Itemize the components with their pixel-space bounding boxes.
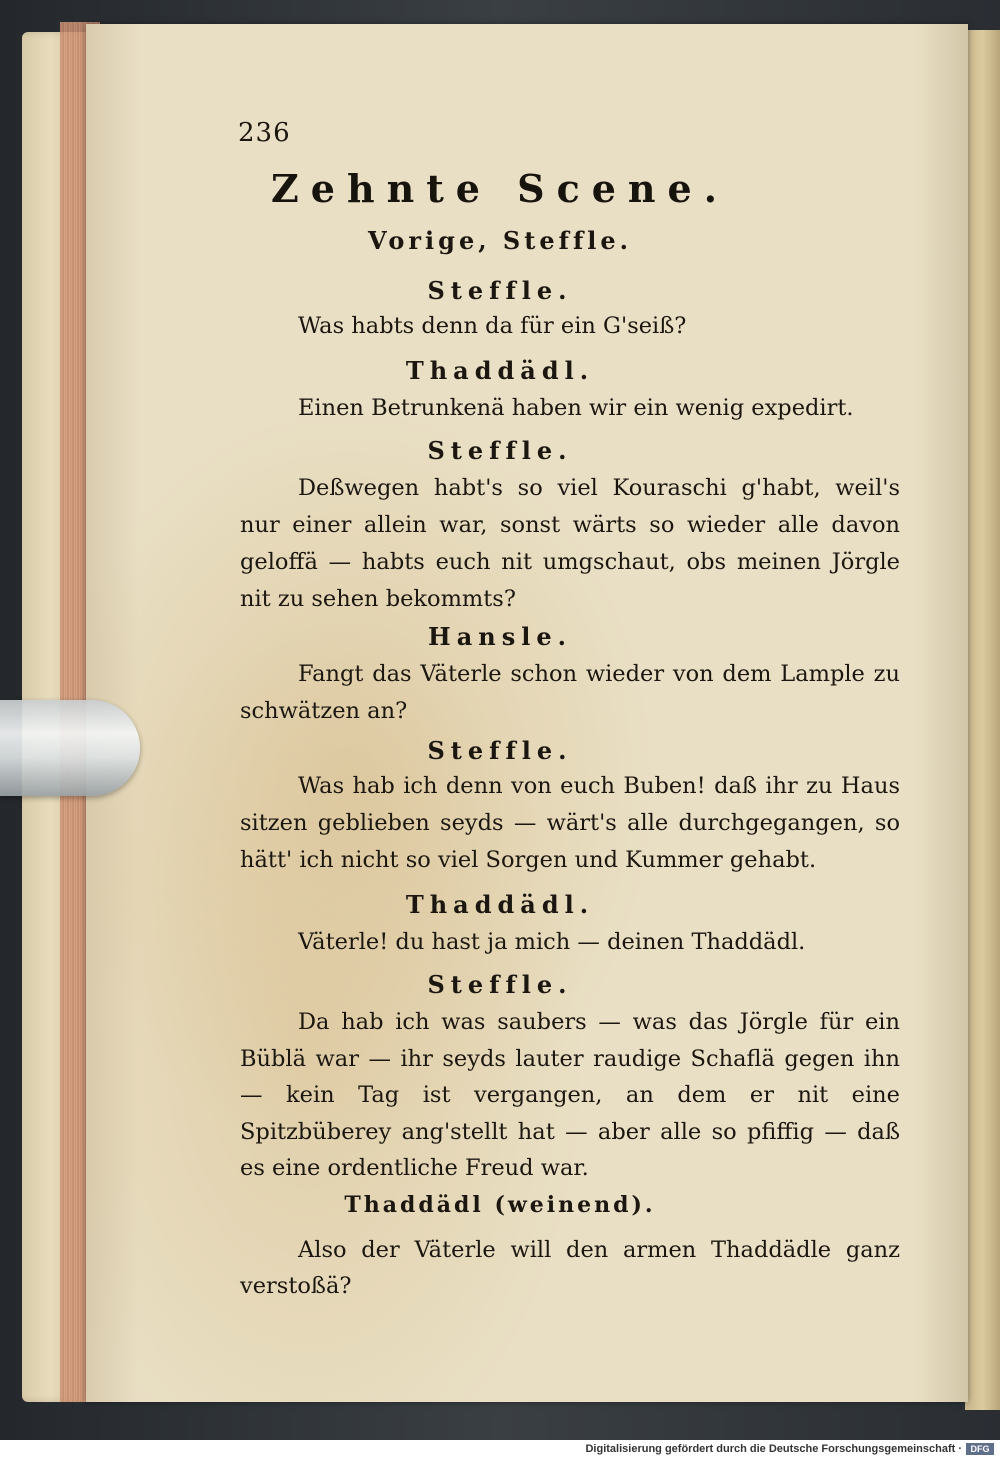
- speaker-name: Hansle.: [428, 622, 572, 651]
- speaker-name: Thaddädl.: [405, 890, 595, 919]
- speaker-name: Steffle.: [427, 436, 573, 465]
- speaker-name: Steffle.: [427, 736, 573, 765]
- speaker-name: Steffle.: [427, 970, 573, 999]
- speaker-name: Thaddädl (weinend).: [344, 1192, 656, 1218]
- dialogue-text: Deßwegen habt's so viel Kouraschi g'habt, weil's nur einer allein war, sonst wärts so wieder alle davon geloffä — habts euch nit umgschaut, obs meinen Jörgle nit zu sehen bekommts?: [240, 475, 900, 612]
- page-number: 236: [238, 118, 291, 148]
- dialogue-text: Fangt das Väterle schon wieder von dem Lample zu schwätzen an?: [240, 661, 900, 724]
- dialogue-text: Also der Väterle will den armen Thaddädle ganz verstoßä?: [240, 1237, 900, 1299]
- dialogue-text: Väterle! du hast ja mich — deinen Thaddädl.: [298, 929, 806, 955]
- footer-credit: Digitalisierung gefördert durch die Deutsche Forschungsgemeinschaft ·: [585, 1443, 962, 1455]
- dialogue-text: Was habts denn da für ein G'seiß?: [298, 313, 687, 339]
- dfg-logo: DFG: [966, 1443, 994, 1455]
- scene-title: Zehnte Scene.: [271, 166, 729, 211]
- footer-bar: [0, 1440, 1000, 1459]
- dialogue-text: Einen Betrunkenä haben wir ein wenig expedirt.: [298, 395, 854, 421]
- dialogue-text: Da hab ich was saubers — was das Jörgle für ein Büblä war — ihr seyds lauter raudige Schaflä gegen ihn — kein Tag ist vergangen, an dem er nit eine Spitzbüberey ang'stellt hat — aber alle so pfiffig — daß es eine ordentliche Freud war.: [240, 1009, 900, 1181]
- speaker-name: Thaddädl.: [405, 356, 595, 385]
- dialogue-text: Was hab ich denn von euch Buben! daß ihr zu Haus sitzen geblieben seyds — wärt's alle durchgegangen, so hätt' ich nicht so viel Sorgen und Kummer gehabt.: [240, 773, 900, 873]
- persons-line: Vorige, Steffle.: [367, 226, 633, 255]
- speaker-name: Steffle.: [427, 276, 573, 305]
- book-clip: [0, 700, 140, 796]
